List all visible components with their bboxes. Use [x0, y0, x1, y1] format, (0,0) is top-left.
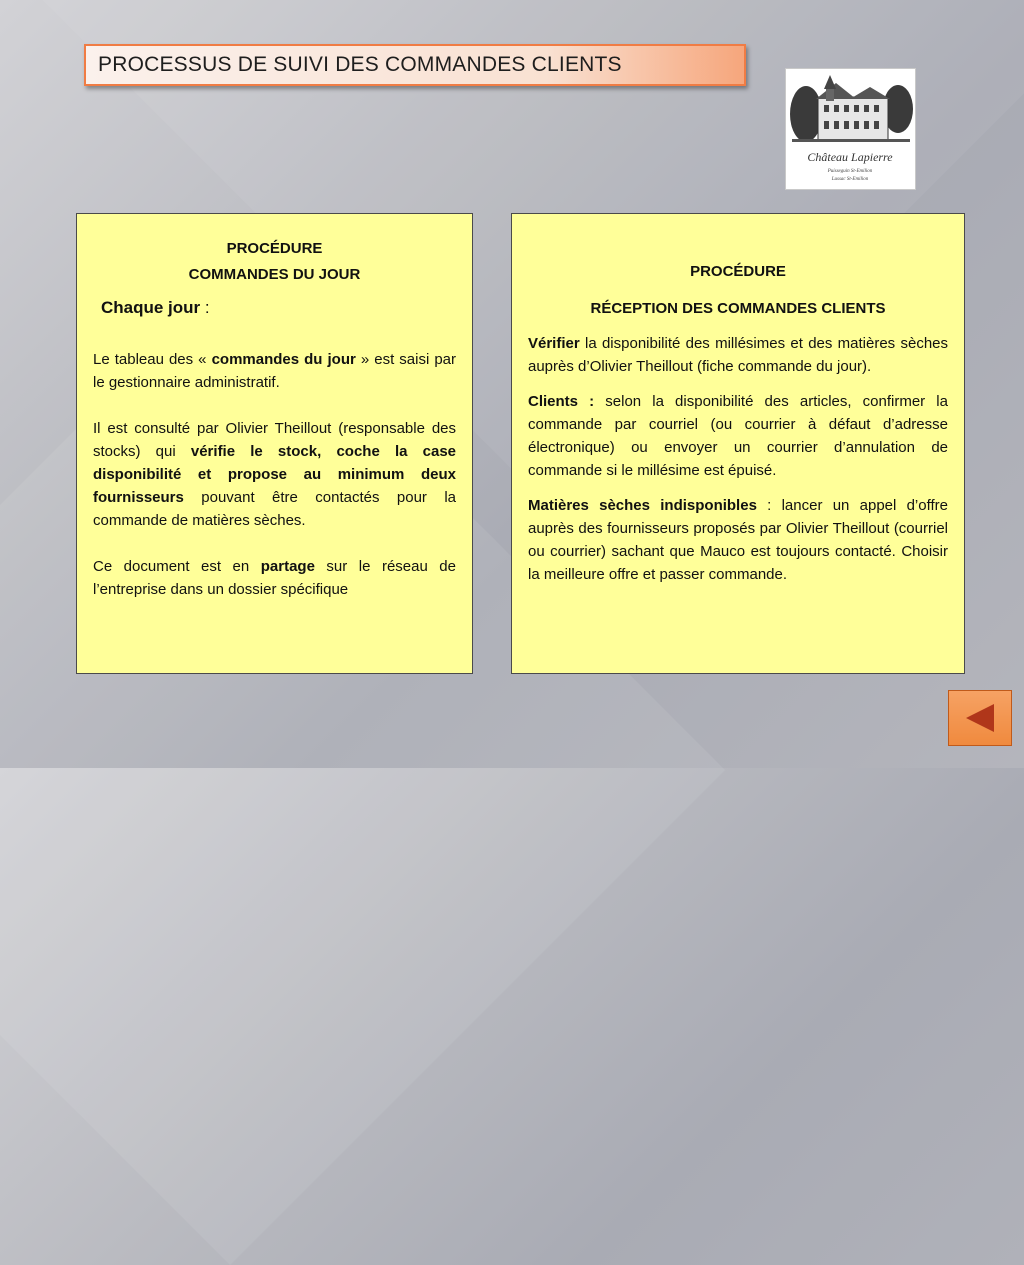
right-p2-label: Clients :: [528, 393, 595, 410]
left-p1-text-a: Le tableau des «: [93, 351, 212, 368]
chateau-logo: [785, 68, 916, 190]
triangle-left-icon: [960, 700, 1000, 736]
right-p2-text: selon la disponibilité des articles, confirmer la commande par courriel (ou courrier à défaut d’adresse électronique) ou envoyer un courrier d’annulation de commande si le millésime est épuisé.: [528, 393, 948, 479]
chaque-jour-label: Chaque jour: [101, 298, 201, 317]
right-paragraph-matieres: [528, 494, 948, 586]
left-p3-text-c: sur le réseau de l’entreprise dans un dossier spécifique: [93, 558, 456, 598]
left-heading-line1: PROCÉDURE: [226, 240, 323, 257]
left-p2-bold: vérifie le stock, coche la case disponibilité et propose au minimum deux fournisseurs: [93, 443, 457, 506]
logo-name: Château Lapierre: [807, 150, 893, 164]
logo-subtitle-2: Lussac St-Emilion: [831, 177, 869, 182]
slide-title-box: [84, 44, 746, 86]
chaque-jour-line: [93, 296, 456, 320]
left-p3-text-a: Ce document est en: [93, 558, 261, 575]
chaque-jour-colon: :: [200, 298, 210, 317]
left-p1-text-c: » est saisi par le gestionnaire administratif.: [93, 351, 456, 391]
left-heading-line2: COMMANDES DU JOUR: [188, 266, 361, 283]
panel-reception-commandes: [511, 213, 965, 674]
chateau-illustration: [786, 69, 915, 189]
left-p2-text-a: Il est consulté par Olivier Theillout (responsable des stocks) qui: [93, 420, 456, 460]
panel-commandes-du-jour: [76, 213, 473, 674]
right-paragraph-clients: [528, 390, 948, 482]
left-p1-bold: commandes du jour: [211, 351, 356, 368]
right-p3-label: Matières sèches indisponibles: [528, 497, 757, 514]
left-paragraph-2: [93, 417, 456, 532]
left-paragraph-1: [93, 348, 456, 394]
slide-title: PROCESSUS DE SUIVI DES COMMANDES CLIENTS: [98, 53, 622, 76]
right-p1-label: Vérifier: [528, 335, 580, 352]
back-button[interactable]: [948, 690, 1012, 746]
right-p1-text: la disponibilité des millésimes et des matières sèches auprès d’Olivier Theillout (fiche commande du jour).: [528, 335, 948, 375]
right-heading-line1: PROCÉDURE: [690, 263, 786, 280]
left-p3-bold: partage: [260, 558, 315, 575]
logo-subtitle-1: Puisseguin St-Emilion: [827, 169, 873, 174]
left-paragraph-3: [93, 555, 456, 601]
left-p2-text-c: pouvant être contactés pour la commande de matières sèches.: [93, 489, 456, 529]
right-p3-text: : lancer un appel d’offre auprès des fournisseurs proposés par Olivier Theillout (courriel ou courrier) sachant que Mauco est toujours contacté. Choisir la meilleure offre et passer commande.: [528, 497, 948, 583]
right-heading-line2: RÉCEPTION DES COMMANDES CLIENTS: [590, 300, 886, 317]
right-paragraph-verifier: [528, 332, 948, 378]
